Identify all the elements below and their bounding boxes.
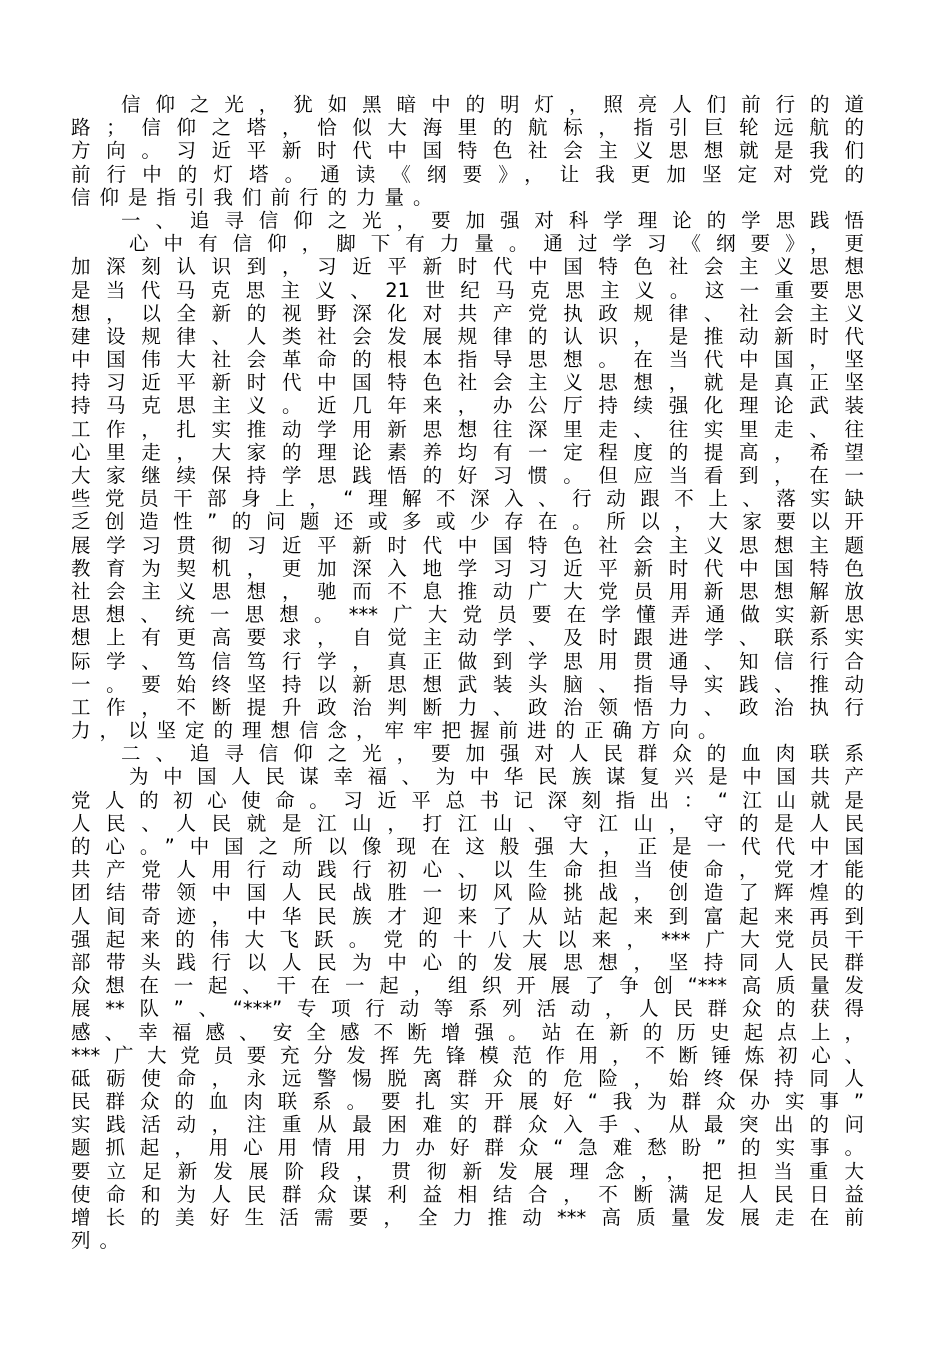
text-line: 加深刻认识到，习近平新时代中国特色社会主义思想	[71, 255, 864, 279]
text-line: 一。要始终坚持以新思想武装头脑、指导实践、推动	[71, 672, 864, 696]
text-line: 方向。习近平新时代中国特色社会主义思想就是我们	[71, 139, 864, 163]
text-line: 教育为契机，更加深入地学习习近平新时代中国特色	[71, 556, 864, 580]
text-line: 部带头践行以人民为中心的发展思想，坚持同人民群	[71, 950, 864, 974]
text-line: 使命和为人民群众谋利益相结合，不断满足人民日益	[71, 1182, 864, 1206]
text-line: 列。	[71, 1229, 129, 1253]
text-line: 人民、人民就是江山，打江山、守江山，守的是人民	[71, 811, 864, 835]
text-line: 增长的美好生活需要，全力推动***高质量发展走在前	[71, 1206, 864, 1229]
text-line: 党人的初心使命。习近平总书记深刻指出：“江山就是	[71, 788, 864, 812]
text-line: 想，以全新的视野深化对共产党执政规律、社会主义	[71, 301, 864, 325]
text-line: 路；信仰之塔，恰似大海里的航标，指引巨轮远航的	[71, 116, 864, 140]
text-line: 共产党人用行动践行初心、以生命担当使命，党才能	[71, 858, 864, 882]
text-line: ***广大党员要充分发挥先锋模范作用，不断锤炼初心、	[71, 1043, 864, 1067]
text-line: 一、追寻信仰之光，要加强对科学理论的学思践悟	[121, 208, 864, 232]
text-line: 的心。”中国之所以像现在这般强大，正是一代代中国	[71, 835, 864, 858]
text-line: 工作，不断提升政治判断力、政治领悟力、政治执行	[71, 695, 864, 719]
text-line: 团结带领中国人民战胜一切风险挑战，创造了辉煌的	[71, 881, 864, 905]
document-body	[71, 93, 864, 1252]
text-line: 感、幸福感、安全感不断增强。站在新的历史起点上，	[71, 1020, 864, 1044]
text-line: 前行中的灯塔。通读《纲要》，让我更加坚定对党的	[71, 162, 864, 186]
text-line: 力，以坚定的理想信念，牢牢把握前进的正确方向。	[71, 719, 727, 743]
text-line: 持马克思主义。近几年来，办公厅持续强化理论武装	[71, 394, 864, 418]
text-line: 社会主义思想，驰而不息推动广大党员用新思想解放	[71, 579, 864, 603]
text-line: 心中有信仰，脚下有力量。通过学习《纲要》，更	[129, 232, 864, 256]
text-line: 是当代马克思主义、21世纪马克思主义。这一重要思	[71, 278, 864, 302]
text-line: 持习近平新时代中国特色社会主义思想，就是真正坚	[71, 371, 864, 395]
text-line: 展**队”、“***”专项行动等系列活动，人民群众的获得	[71, 997, 864, 1021]
text-line: 砥砺使命，永远警惕脱离群众的危险，始终保持同人	[71, 1066, 864, 1090]
text-line: 际学、笃信笃行学，真正做到学思用贯通、知信行合	[71, 649, 864, 673]
text-line: 想上有更高要求，自觉主动学、及时跟进学、联系实	[71, 626, 864, 650]
text-line: 工作，扎实推动学用新思想往深里走、往实里走、往	[71, 417, 864, 441]
text-line: 乏创造性”的问题还或多或少存在。所以，大家要以开	[71, 510, 864, 534]
text-line: 中国伟大社会革命的根本指导思想。在当代中国，坚	[71, 348, 864, 372]
text-line: 展学习贯彻习近平新时代中国特色社会主义思想主题	[71, 533, 864, 557]
text-line: 二、追寻信仰之光，要加强对人民群众的血肉联系	[121, 742, 864, 766]
text-line: 为中国人民谋幸福、为中华民族谋复兴是中国共产	[129, 765, 864, 789]
text-line: 思想、统一思想。***广大党员要在学懂弄通做实新思	[71, 603, 864, 627]
text-line: 建设规律、人类社会发展规律的认识，是推动新时代	[71, 324, 864, 348]
text-line: 信仰之光，犹如黑暗中的明灯，照亮人们前行的道	[121, 93, 864, 116]
text-line: 强起来的伟大飞跃。党的十八大以来，***广大党员干	[71, 927, 864, 951]
text-line: 民群众的血肉联系。要扎实开展好“我为群众办实事”	[71, 1090, 864, 1114]
text-line: 实践活动，注重从最困难的群众入手、从最突出的问	[71, 1113, 864, 1137]
text-line: 人间奇迹，中华民族才迎来了从站起来到富起来再到	[71, 904, 864, 928]
text-line: 心里走，大家的理论素养均有一定程度的提高，希望	[71, 440, 864, 464]
text-line: 题抓起，用心用情用力办好群众“急难愁盼”的实事。	[71, 1136, 864, 1160]
text-line: 大家继续保持学思践悟的好习惯。但应当看到，在一	[71, 464, 864, 487]
text-line: 些党员干部身上，“理解不深入、行动跟不上、落实缺	[71, 487, 864, 511]
text-line: 信仰是指引我们前行的力量。	[71, 185, 442, 209]
text-line: 众想在一起、干在一起，组织开展了争创“***高质量发	[71, 974, 864, 998]
text-line: 要立足新发展阶段，贯彻新发展理念，，把担当重大	[71, 1159, 864, 1183]
